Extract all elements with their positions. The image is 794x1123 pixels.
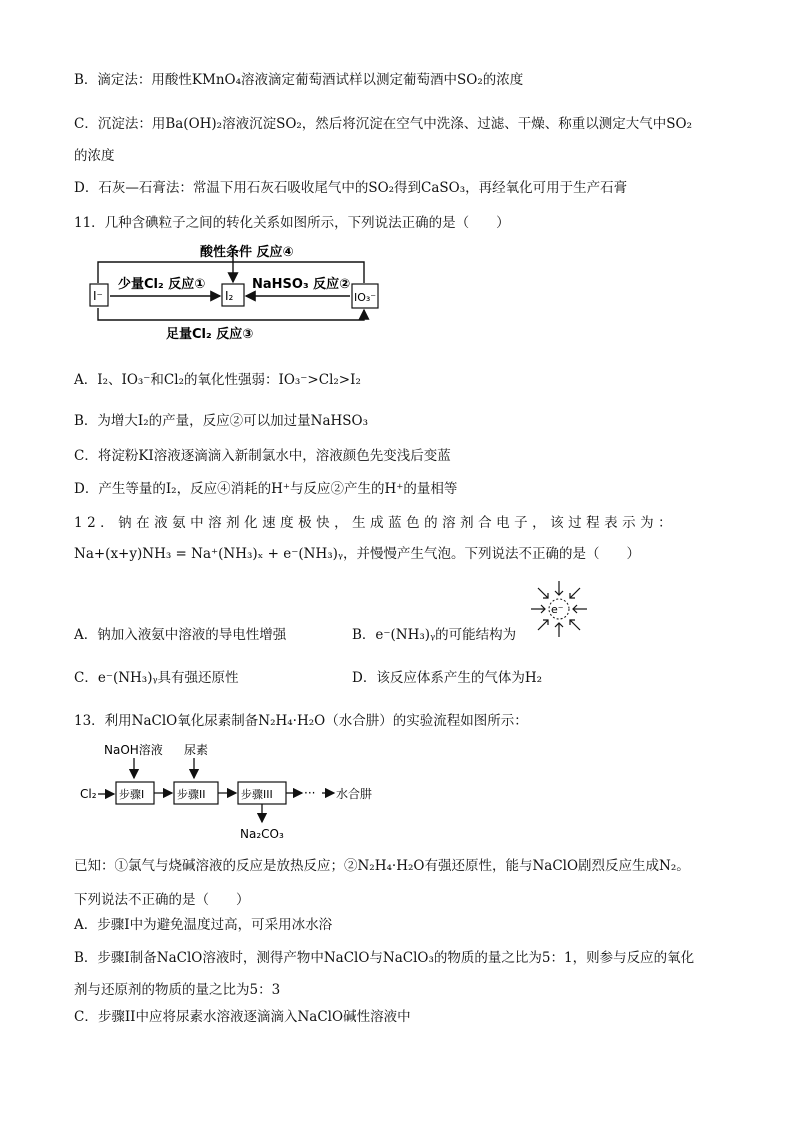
step1-label: 步骤I: [119, 788, 145, 801]
urea-input-label: 尿素: [184, 743, 209, 757]
q12-option-c: C．e⁻(NH₃)ᵧ具有强还原性: [74, 670, 239, 686]
q13-option-b-line2: 剂与还原剂的物质的量之比为5：3: [74, 982, 281, 998]
q13-known-conditions: 已知：①氯气与烧碱溶液的反应是放热反应；②N₂H₄·H₂O有强还原性，能与NaClO剧烈反应生成N₂。: [74, 858, 690, 874]
product-label: 水合肼: [336, 787, 373, 801]
q11-iodine-conversion-diagram: [88, 238, 388, 348]
byproduct-label: Na₂CO₃: [240, 827, 284, 841]
q13-option-b-line1: B．步骤I制备NaClO溶液时，测得产物中NaClO与NaClO₃的物质的量之比为5：1，则参与反应的氧化: [74, 950, 695, 966]
q12-option-d: D．该反应体系产生的气体为H₂: [352, 670, 543, 686]
q13-option-a: A．步骤I中为避免温度过高，可采用冰水浴: [74, 917, 333, 933]
q10-option-d: D．石灰—石膏法：常温下用石灰石吸收尾气中的SO₂得到CaSO₃，再经氧化可用于生产石膏: [74, 180, 628, 196]
step2-label: 步骤II: [177, 788, 206, 801]
q13-stem: 13．利用NaClO氧化尿素制备N₂H₄·H₂O（水合肼）的实验流程如图所示：: [74, 713, 528, 729]
q11-option-d: D．产生等量的I₂，反应④消耗的H⁺与反应②产生的H⁺的量相等: [74, 481, 458, 497]
reaction2-label: NaHSO₃ 反应②: [252, 277, 351, 292]
reaction1-label: 少量Cl₂ 反应①: [118, 277, 206, 292]
box-iodate-label: IO₃⁻: [354, 291, 377, 304]
naoh-input-label: NaOH溶液: [104, 743, 163, 757]
q10-option-c-line2: 的浓度: [74, 148, 115, 164]
q11-option-b: B．为增大I₂的产量，反应②可以加过量NaHSO₃: [74, 413, 369, 429]
chlorine-start-label: Cl₂: [80, 787, 97, 801]
box-iodide-label: I⁻: [93, 289, 103, 303]
q11-option-c: C．将淀粉KI溶液逐滴滴入新制氯水中，溶液颜色先变浅后变蓝: [74, 448, 451, 464]
q12-solvated-electron-structure: [528, 578, 590, 640]
reaction3-label: 足量Cl₂ 反应③: [166, 327, 254, 342]
q11-stem: 11．几种含碘粒子之间的转化关系如图所示，下列说法正确的是（ ）: [74, 215, 510, 231]
box-iodine-label: I₂: [225, 289, 234, 303]
q13-option-c: C．步骤II中应将尿素水溶液逐滴滴入NaClO碱性溶液中: [74, 1009, 411, 1025]
step3-label: 步骤III: [241, 788, 273, 801]
ellipsis-label: ···: [304, 786, 316, 800]
q10-option-c-line1: C．沉淀法：用Ba(OH)₂溶液沉淀SO₂，然后将沉淀在空气中洗涤、过滤、干燥、称重以测定大气中SO₂: [74, 116, 693, 132]
reaction4-label: 酸性条件 反应④: [200, 245, 294, 260]
q10-option-b: B．滴定法：用酸性KMnO₄溶液滴定葡萄酒试样以测定葡萄酒中SO₂的浓度: [74, 72, 524, 88]
q12-option-a: A．钠加入液氨中溶液的导电性增强: [74, 627, 287, 643]
electron-label: e⁻: [551, 603, 564, 616]
q11-option-a: A．I₂、IO₃⁻和Cl₂的氧化性强弱：IO₃⁻>Cl₂>I₂: [74, 372, 361, 388]
reaction3-arrow: [98, 308, 364, 320]
q12-stem-line1: 12．钠在液氨中溶剂化速度极快，生成蓝色的溶剂合电子，该过程表示为：: [74, 515, 677, 531]
q12-option-b: B．e⁻(NH₃)ᵧ的可能结构为: [352, 627, 517, 643]
q12-stem-line2: Na+(x+y)NH₃ = Na⁺(NH₃)ₓ + e⁻(NH₃)ᵧ，并慢慢产生气泡。下列说法不正确的是（ ）: [74, 546, 641, 562]
q13-process-flow-diagram: [74, 740, 394, 844]
q13-ask: 下列说法不正确的是（ ）: [74, 892, 250, 908]
